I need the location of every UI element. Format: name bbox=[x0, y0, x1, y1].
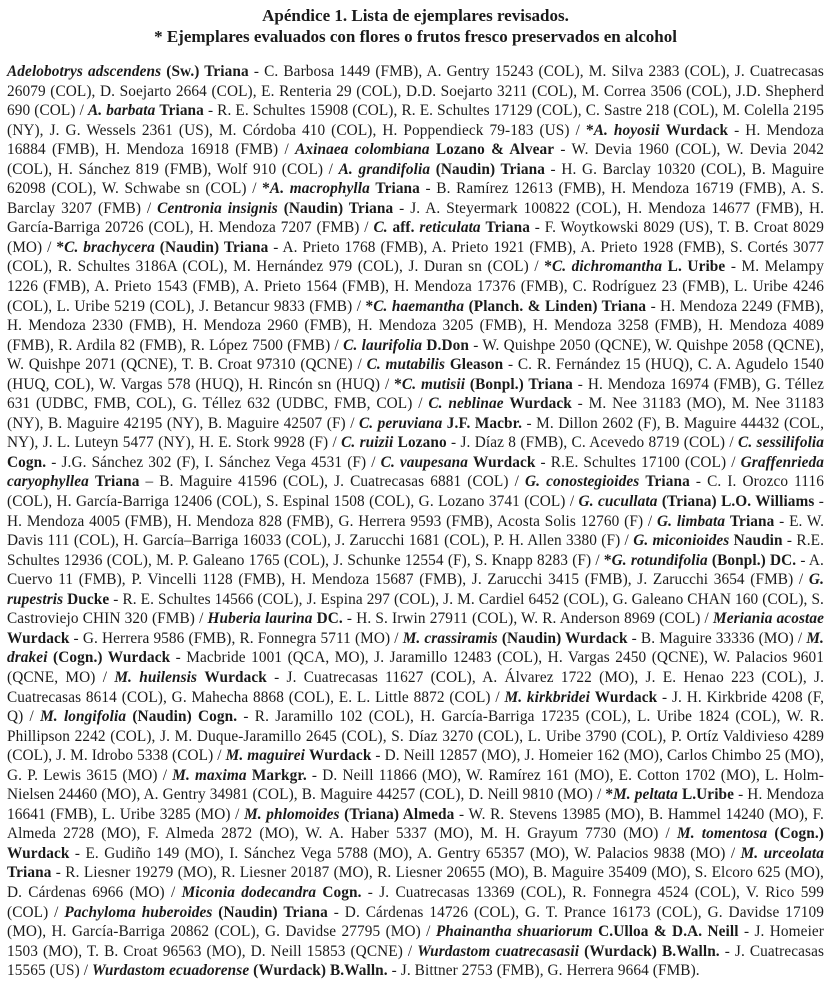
author-citation: D.Don bbox=[426, 336, 469, 354]
author-citation: (Cogn.) Wurdack bbox=[7, 825, 824, 862]
species-name: Phainantha shuariorum bbox=[435, 923, 593, 941]
species-name: C. dichromantha bbox=[551, 258, 663, 276]
author-citation: (Cogn.) Wurdack bbox=[53, 649, 171, 667]
species-name: C. brachycera bbox=[64, 238, 155, 256]
author-citation: Wurdack bbox=[473, 453, 536, 471]
species-name: G. miconioides bbox=[633, 532, 730, 550]
author-citation: Markgr. bbox=[251, 766, 307, 784]
author-citation: C.Ulloa & D.A. Neill bbox=[598, 923, 739, 941]
author-citation: (Naudin) Cogn. bbox=[132, 708, 238, 726]
species-name: Huberia laurina bbox=[207, 610, 313, 628]
author-citation: (Naudin) Triana bbox=[159, 238, 269, 256]
species-name: M. peltata bbox=[613, 786, 678, 804]
author-citation: Triana bbox=[729, 512, 775, 530]
species-name: C. mutisii bbox=[401, 375, 466, 393]
species-name: M. huilensis bbox=[114, 668, 198, 686]
species-name: C. peruviana bbox=[359, 414, 443, 432]
species-name: M. maguirei bbox=[225, 747, 305, 765]
author-citation: Wurdack bbox=[7, 629, 70, 647]
author-citation: (Planch. & Linden) Triana bbox=[468, 297, 647, 315]
evaluated-star-marker: * bbox=[365, 297, 374, 315]
author-citation: J.F. Macbr. bbox=[446, 414, 523, 432]
appendix-title: Apéndice 1. Lista de ejemplares revisados. bbox=[262, 6, 569, 25]
species-name: A. barbata bbox=[87, 102, 156, 120]
species-name: C. neblinae bbox=[428, 395, 504, 413]
species-name: Adelobotrys adscendens bbox=[7, 63, 162, 80]
specimen-paragraph: Adelobotrys adscendens (Sw.) Triana - C. Barbosa 1449 (FMB), A. Gentry 15243 (COL), M. Silva 2383 (COL), J. Cuatrecasas 26079 (COL), D. Soejarto 2664 (COL), E. Renteria 29 (COL), D.D. Soejarto 3211 (COL), M. Correa 3506 (COL), J.D. Shepherd 690 (COL) / A. barbata Triana - R. E. Schultes 15908 (COL), R. E. Schultes 17129 (COL), C. Sastre 218 (COL), M. Colella 2195 (NY), J. G. Wessels 2361 (US), M. Córdoba 410 (COL), H. Poppendieck 79-183 (US) / *A. hoyosii Wurdack - H. Mendoza 16884 (FMB), H. Mendoza 16918 (FMB) / Axinaea colombiana Lozano & Alvear - W. Devia 1960 (COL), W. Devia 2042 (COL), H. Sánchez 819 (FMB), Wolf 910 (COL) / A. grandifolia (Naudin) Triana - H. G. Barclay 10320 (COL), B. Maguire 62098 (COL), W. Schwabe sn (COL) / *A. macrophylla Triana - B. Ramírez 12613 (FMB), H. Mendoza 16719 (FMB), A. S. Barclay 3207 (FMB) / Centronia insignis (Naudin) Triana - J. A. Steyermark 100822 (COL), H. Mendoza 14677 (FMB), H. García-Barriga 20726 (COL), H. Mendoza 7207 (FMB) / C. aff. reticulata Triana - F. Woytkowski 8029 (US), T. B. Croat 8029 (MO) / *C. brachycera (Naudin) Triana - A. Prieto 1768 (FMB), A. Prieto 1921 (FMB), A. Prieto 1928 (FMB), S. Cortés 3077 (COL), R. Schultes 3186A (COL), M. Hernández 979 (COL), J. Duran sn (COL) / *C. dichromantha L. Uribe - M. Melampy 1226 (FMB), A. Prieto 1543 (FMB), A. Prieto 1564 (FMB), H. Mendoza 17376 (FMB), C. Rodríguez 23 (FMB), L. Uribe 4246 (COL), L. Uribe 5219 (COL), J. Betancur 9833 (FMB) / *C. haemantha (Planch. & Linden) Triana - H. Mendoza 2249 (FMB), H. Mendoza 2330 (FMB), H. Mendoza 2960 (FMB), H. Mendoza 3205 (FMB), H. Mendoza 3258 (FMB), H. Mendoza 4089 (FMB), R. Ardila 82 (FMB), R. López 7500 (FMB) / C. laurifolia D.Don - W. Quishpe 2050 (QCNE), W. Quishpe 2058 (QCNE), W. Quishpe 2071 (QCNE), T. B. Croat 97310 (QCNE) / C. mutabilis Gleason - C. R. Fernández 15 (HUQ), C. A. Agudelo 1540 (HUQ, COL), W. Vargas 578 (HUQ), H. Rincón sn (HUQ) / *C. mutisii (Bonpl.) Triana - H. Mendoza 16974 (FMB), G. Téllez 631 (UDBC, FMB, COL), G. Téllez 632 (UDBC, FMB, COL) / C. neblinae Wurdack - M. Nee 31183 (MO), M. Nee 31183 (NY), B. Maguire 42195 (NY), B. Maguire 42507 (F) / C. peruviana J.F. Macbr. - M. Dillon 2602 (F), B. Maguire 44432 (COL, NY), J. L. Luteyn 5477 (NY), H. E. Stork 9928 (F) / C. ruizii Lozano - J. Díaz 8 (FMB), C. Acevedo 8719 (COL) / C. sessilifolia Cogn. - J.G. Sánchez 302 (F), I. Sánchez Vega 4531 (F) / C. vaupesana Wurdack - R.E. Schultes 17100 (COL) / Graffenrieda caryophyllea Triana – B. Maguire 41596 (COL), J. Cuatrecasas 6881 (COL) / G. conostegioides Triana - C. I. Orozco 1116 (COL), H. García-Barriga 12406 (COL), S. Espinal 1508 (COL), G. Lozano 3741 (COL) / G. cucullata (Triana) L.O. Williams - H. Mendoza 4005 (FMB), H. Mendoza 828 (FMB), G. Herrera 9593 (FMB), Acosta Solis 12760 (F) / G. limbata Triana - E. W. Davis 111 (COL), H. García–Barriga 16033 (COL), J. Zarucchi 1681 (COL), P. H. Allen 3380 (F) / G. miconioides Naudin - R.E. Schultes 12936 (COL), M. P. Galeano 1765 (COL), J. Schunke 12554 (F), S. Knapp 8283 (F) / *G. rotundifolia (Bonpl.) DC. - A. Cuervo 11 (FMB), P. Vincelli 1128 (FMB), H. Mendoza 15687 (FMB), J. Zarucchi 3415 (FMB), J. Zarucchi 3654 (FMB) / G. rupestris Ducke - R. E. Schultes 14566 (COL), J. Espina 297 (COL), J. M. Cardiel 6452 (COL), G. Galeano CHAN 160 (COL), S. Castroviejo CHIN 320 (FMB) / Huberia laurina DC. - H. S. Irwin 27911 (COL), W. R. Anderson 8969 (COL) / Meriania acostae Wurdack - G. Herrera 9586 (FMB), R. Fonnegra 5711 (MO) / M. crassiramis (Naudin) Wurdack - B. Maguire 33336 (MO) / M. drakei (Cogn.) Wurdack - Macbride 1001 (QCA, MO), J. Jaramillo 12483 (COL), H. Vargas 2450 (QCNE), W. Palacios 9601 (QCNE, MO) / M. huilensis Wurdack - J. Cuatrecasas 11627 (COL), A. Álvarez 1722 (MO), J. E. Henao 223 (COL), J. Cuatrecasas 8614 (COL), G. Mahecha 8868 (COL), E. L. Little 8872 (COL) / M. kirkbridei Wurdack - J. H. Kirkbride 4208 (F, Q) / M. longifolia (Naudin) Cogn. - R. Jaramillo 102 (COL), H. García-Barriga 17235 (COL), L. Uribe 1824 (COL), W. R. Phillipson 2242 (COL), J. M. Duque-Jaramillo 2645 (COL), S. Díaz 3270 (COL), L. Uribe 3790 (COL), P. Ortíz Valdivieso 4289 (COL), J. M. Idrobo 5338 (COL) / M. maguirei Wurdack - D. Neill 12857 (MO), J. Homeier 162 (MO), Carlos Chimbo 25 (MO), G. P. Lewis 3615 (MO) / M. maxima Markgr. - D. Neill 11866 (MO), W. Ramírez 161 (MO), E. Cotton 1702 (MO), L. Holm-Nielsen 24460 (MO), A. Gentry 34981 (COL), B. Maguire 44257 (COL), D. Neill 9810 (MO) / *M. peltata L.Uribe - H. Mendoza 16641 (FMB), L. Uribe 3285 (MO) / M. phlomoides (Triana) Almeda - W. R. Stevens 13985 (MO), B. Hammel 14240 (MO), F. Almeda 2728 (MO), F. Almeda 2872 (MO), W. A. Haber 5337 (MO), M. H. Grayum 7730 (MO) / M. tomentosa (Cogn.) Wurdack - E. Gudiño 149 (MO), I. Sánchez Vega 5788 (MO), A. Gentry 65357 (MO), W. Palacios 9838 (MO) / M. urceolata Triana - R. Liesner 19279 (MO), R. Liesner 20187 (MO), R. Liesner 20655 (MO), B. Maguire 35409 (MO), S. Elcoro 625 (MO), D. Cárdenas 6966 (MO) / Miconia dodecandra Cogn. - J. Cuatrecasas 13369 (COL), R. Fonnegra 4524 (COL), V. Rico 599 (COL) / Pachyloma huberoides (Naudin) Triana - D. Cárdenas 14726 (COL), G. T. Prance 16173 (COL), G. Davidse 17109 (MO), H. García-Barriga 20862 (COL), G. Davidse 27795 (MO) / Phainantha shuariorum C.Ulloa & D.A. Neill - J. Homeier 1503 (MO), T. B. Croat 96563 (MO), D. Neill 15853 (QCNE) / Wurdastom cuatrecasasii (Wurdack) B.Walln. - J. Cuatrecasas 15565 (US) / Wurdastom ecuadorense (Wurdack) B.Walln. - J. Bittner 2753 (FMB), G. Herrera 9664 (FMB). bbox=[7, 63, 825, 980]
species-name: C. vaupesana bbox=[380, 453, 468, 471]
species-name: A. grandifolia bbox=[338, 160, 431, 178]
species-name: G. rotundifolia bbox=[611, 551, 708, 569]
author-citation: (Naudin) Triana bbox=[218, 903, 328, 921]
author-citation: Ducke bbox=[67, 590, 110, 608]
species-name: M. tomentosa bbox=[677, 825, 768, 843]
author-citation: (Bonpl.) Triana bbox=[469, 375, 573, 393]
species-name: Wurdastom cuatrecasasii bbox=[417, 942, 580, 960]
species-name: Axinaea colombiana bbox=[295, 141, 430, 159]
species-name: M. urceolata bbox=[740, 844, 825, 862]
author-citation: (Triana) Almeda bbox=[344, 805, 455, 823]
species-name: C. haemantha bbox=[373, 297, 465, 315]
species-name: C. mutabilis bbox=[366, 356, 446, 374]
species-name: A. macrophylla bbox=[269, 180, 370, 198]
appendix-subtitle: * Ejemplares evaluados con flores o frutos fresco preservados en alcohol bbox=[154, 27, 677, 46]
author-citation: Cogn. bbox=[7, 453, 47, 471]
species-name: C. aff. reticulata bbox=[373, 219, 481, 237]
evaluated-star-marker: * bbox=[585, 121, 594, 139]
evaluated-star-marker: * bbox=[605, 786, 614, 804]
author-citation: (Naudin) Wurdack bbox=[501, 629, 628, 647]
species-name: A. hoyosii bbox=[593, 121, 660, 139]
evaluated-star-marker: * bbox=[56, 238, 65, 256]
species-name: G. conostegioides bbox=[525, 473, 640, 491]
species-name: G. cucullata bbox=[578, 493, 658, 511]
author-citation: Triana bbox=[645, 473, 690, 491]
author-citation: Lozano bbox=[397, 434, 447, 452]
species-name: Centronia insignis bbox=[157, 199, 278, 217]
species-name: C. laurifolia bbox=[343, 336, 423, 354]
species-name: M. drakei bbox=[7, 629, 824, 667]
species-name: Wurdastom ecuadorense bbox=[92, 962, 250, 980]
author-citation: (Naudin) Triana bbox=[435, 160, 545, 178]
author-citation: Wurdack bbox=[308, 747, 372, 765]
species-name: C. sessilifolia bbox=[738, 434, 825, 452]
evaluated-star-marker: * bbox=[544, 258, 552, 276]
author-citation: L.Uribe bbox=[681, 786, 735, 804]
evaluated-star-marker: * bbox=[603, 551, 612, 569]
species-name: Pachyloma huberoides bbox=[64, 903, 213, 921]
species-name: M. kirkbridei bbox=[504, 688, 590, 706]
author-citation: Wurdack bbox=[665, 121, 729, 139]
species-name: Graffenrieda caryophyllea bbox=[7, 453, 824, 491]
species-name: G. rupestris bbox=[7, 571, 824, 608]
author-citation: (Naudin) Triana bbox=[283, 199, 394, 217]
species-name: Miconia dodecandra bbox=[181, 883, 317, 901]
author-citation: (Sw.) Triana bbox=[166, 63, 249, 80]
species-name: C. ruizii bbox=[341, 434, 394, 452]
author-citation: DC. bbox=[316, 610, 343, 628]
species-name: M. longifolia bbox=[40, 708, 127, 726]
author-citation: Wurdack bbox=[204, 668, 267, 686]
author-citation: (Triana) L.O. Williams bbox=[661, 493, 815, 511]
species-name: M. phlomoides bbox=[244, 805, 340, 823]
species-name: G. limbata bbox=[657, 512, 726, 530]
author-citation: Cogn. bbox=[322, 883, 362, 901]
author-citation: Wurdack bbox=[509, 395, 572, 413]
author-citation: (Bonpl.) DC. bbox=[711, 551, 797, 569]
author-citation: (Wurdack) B.Walln. bbox=[584, 942, 720, 960]
evaluated-star-marker: * bbox=[262, 180, 270, 198]
author-citation: Triana bbox=[485, 219, 530, 237]
author-citation: Gleason bbox=[449, 356, 504, 374]
evaluated-star-marker: * bbox=[394, 375, 402, 393]
author-citation: Lozano & Alvear bbox=[435, 141, 555, 159]
species-name: Meriania acostae bbox=[713, 610, 824, 628]
author-citation: Triana bbox=[159, 102, 204, 120]
author-citation: L. Uribe bbox=[667, 258, 726, 276]
author-citation: (Wurdack) B.Walln. bbox=[253, 962, 388, 980]
author-citation: Triana bbox=[7, 864, 52, 882]
author-citation: Triana bbox=[375, 180, 420, 198]
author-citation: Naudin bbox=[733, 532, 783, 550]
author-citation: Wurdack bbox=[594, 688, 658, 706]
species-name: M. crassiramis bbox=[402, 629, 498, 647]
species-name: M. maxima bbox=[172, 766, 247, 784]
author-citation: Triana bbox=[94, 473, 140, 491]
